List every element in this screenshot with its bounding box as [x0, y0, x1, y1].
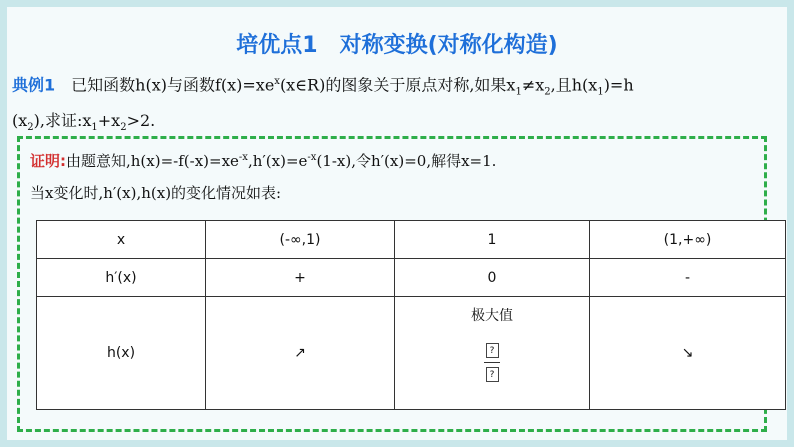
- max-value-label: 极大值: [471, 308, 513, 324]
- problem-sub-6: 2: [120, 121, 127, 133]
- problem-sub-2: 2: [544, 86, 551, 98]
- problem-text-f: ),求证:x: [33, 110, 92, 130]
- problem-neq: ≠x: [521, 75, 545, 95]
- proof-line-1: [30, 150, 496, 171]
- proof-text-b: ,h′(x)=e: [247, 152, 308, 170]
- problem-text-c: ,且h(x: [550, 75, 598, 95]
- table-cell: h′(x): [37, 259, 206, 297]
- proof-exp-1: -x: [238, 152, 248, 163]
- problem-text-e: (x: [12, 110, 28, 130]
- table-row-x: [37, 221, 786, 259]
- table-cell: x: [37, 221, 206, 259]
- problem-text-d: )=h: [603, 75, 634, 95]
- proof-exp-2: -x: [307, 152, 317, 163]
- proof-line-2: 当x变化时,h′(x),h(x)的变化情况如表:: [30, 184, 282, 202]
- problem-sub-3: 1: [597, 86, 604, 98]
- table-cell: 1: [395, 221, 590, 259]
- missing-glyph-icon: ?: [486, 367, 499, 382]
- proof-text-c: (1-x),令h′(x)=0,解得x=1.: [316, 152, 497, 170]
- problem-text-b: (x∈R)的图象关于原点对称,如果x: [279, 75, 516, 95]
- table-cell: (1,+∞): [590, 221, 786, 259]
- problem-text-g: +x: [97, 110, 121, 130]
- table-row-derivative: [37, 259, 786, 297]
- problem-sub-1: 1: [515, 86, 522, 98]
- problem-text-h: >2.: [126, 110, 156, 130]
- example-label: 典例1: [12, 75, 56, 95]
- table-cell: 0: [395, 259, 590, 297]
- problem-sub-4: 2: [27, 121, 34, 133]
- problem-statement: [12, 68, 782, 142]
- table-cell: (-∞,1): [206, 221, 395, 259]
- max-value-cell: [395, 297, 590, 410]
- missing-glyph-icon: ?: [486, 343, 499, 358]
- variation-table: [36, 220, 786, 410]
- max-value-fraction: [395, 343, 589, 382]
- proof-text-a: 由题意知,h(x)=-f(-x)=xe: [66, 152, 239, 170]
- problem-text-a: 已知函数h(x)与函数f(x)=xe: [55, 75, 275, 95]
- table-row-function: [37, 297, 786, 410]
- problem-exp-x: x: [274, 76, 280, 87]
- page-title: 培优点1 对称变换(对称化构造): [236, 33, 558, 58]
- problem-sub-5: 1: [91, 121, 98, 133]
- table-cell: h(x): [37, 297, 206, 410]
- proof-label: 证明:: [30, 152, 66, 170]
- increasing-arrow-cell: ↗: [206, 297, 395, 410]
- fraction-bar: [484, 362, 500, 363]
- table-cell: -: [590, 259, 786, 297]
- decreasing-arrow-cell: ↘: [590, 297, 786, 410]
- table-cell: +: [206, 259, 395, 297]
